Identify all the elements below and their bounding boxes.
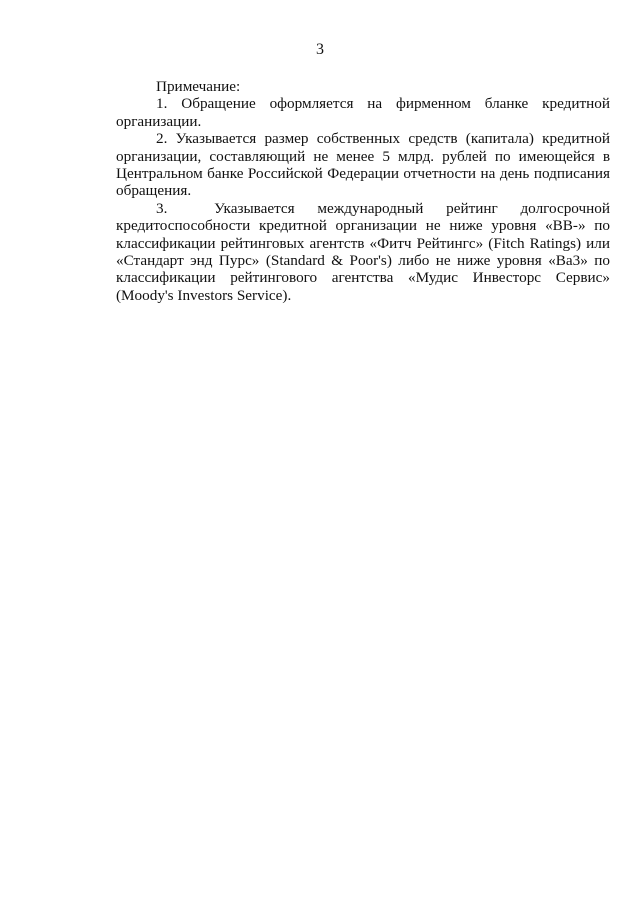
page-number: 3: [316, 41, 324, 58]
note-item-1-number: 1.: [156, 95, 168, 113]
note-item-2: [116, 130, 610, 200]
note-item-2-number: 2.: [156, 130, 168, 148]
note-section: [116, 78, 610, 304]
note-heading: Примечание:: [156, 78, 241, 95]
note-item-2-text: Указывается размер собственных средств (капитала) кредитной организации, составляющий не менее 5 млрд. рублей по имеющейся в Центральном банке Российской Федерации отчетности на день подписания обращения.: [116, 130, 611, 200]
note-item-3: [116, 200, 610, 304]
note-item-3-text: Указывается международный рейтинг долгосрочной кредитоспособности кредитной организации не ниже уровня «ВВ-» по классификации рейтинговых агентств «Фитч Рейтингс» (Fitch Ratings) или «Стандарт энд Пурс» (Standard & Poor's) либо не ниже уровня «Ba3» по классификации рейтингового агентства «Мудис Инвесторс Сервис» (Moody's Investors Service).: [116, 199, 610, 304]
note-item-3-number: 3.: [156, 199, 168, 217]
note-item-1: [116, 95, 610, 130]
note-item-1-text: Обращение оформляется на фирменном бланке кредитной организации.: [116, 95, 611, 130]
